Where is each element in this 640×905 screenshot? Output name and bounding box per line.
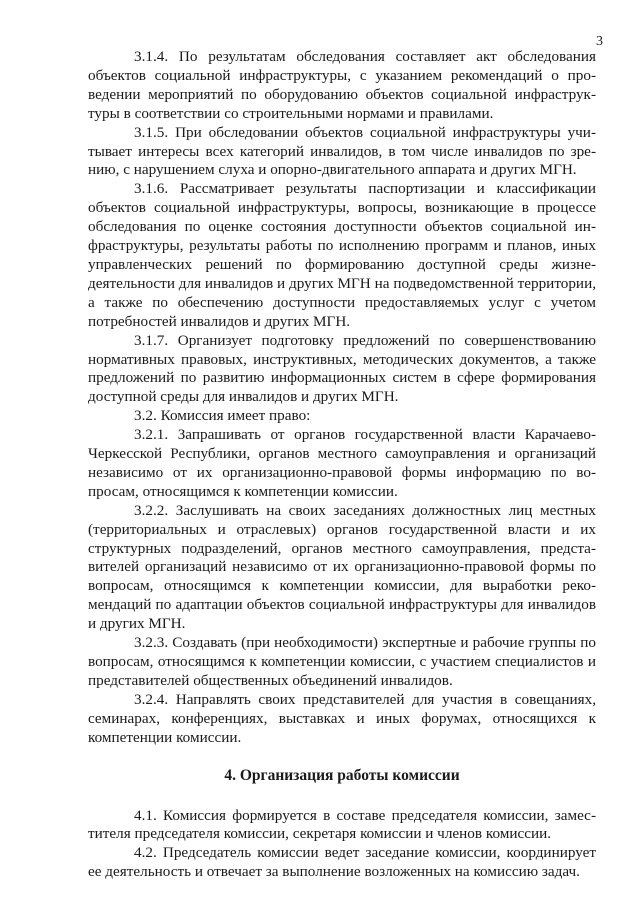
document-body	[88, 48, 596, 882]
paragraph-3-1-6: 3.1.6. Рассматривает результаты паспортизации и классификации объектов социальной инфраструктуры, вопросы, возникающие в процессе обследования по оценке состояния доступности объектов социальной инфраструктуры, результаты работы по исполнению программ и планов, иных управленческих решений по формированию доступной среды жизнедеятельности для инвалидов и других МГН на подведомственной территории, а также по обеспечению доступности предоставляемых услуг с учетом потребностей инвалидов и других МГН.	[88, 180, 596, 330]
paragraph-3-2-4: 3.2.4. Направлять своих представителей для участия в совещаниях, семинарах, конференциях, выставках и иных форумах, относящихся к компетенции комиссии.	[88, 690, 596, 746]
paragraph-3-2-1: 3.2.1. Запрашивать от органов государственной власти Карачаево-Черкесской Республики, органов местного самоуправления и организаций независимо от их организационно-правовой формы информацию по вопросам, относящимся к компетенции комиссии.	[88, 426, 596, 500]
paragraph-3-1-4: 3.1.4. По результатам обследования составляет акт обследования объектов социальной инфраструктуры, с указанием рекомендаций о проведении мероприятий по оборудованию объектов социальной инфраструктуры в соответствии со строительными нормами и правилами.	[88, 48, 596, 122]
paragraph-3-2-3: 3.2.3. Создавать (при необходимости) экспертные и рабочие группы по вопросам, относящимся к компетенции комиссии, с участием специалистов и представителей общественных объединений инвалидов.	[88, 634, 596, 689]
page-number: 3	[596, 34, 603, 49]
section-4-heading: 4. Организация работы комиссии	[224, 766, 460, 784]
paragraph-3-2-2: 3.2.2. Заслушивать на своих заседаниях должностных лиц местных (территориальных и отраслевых) органов государственной власти и их структурных подразделений, органов местного самоуправления, представителей организаций независимо от их организационно-правовой формы по вопросам, относящимся к компетенции комиссии, для выработки рекомендаций по адаптации объектов социальной инфраструктуры для инвалидов и других МГН.	[88, 501, 596, 633]
paragraph-3-2: 3.2. Комиссия имеет право:	[134, 407, 311, 425]
paragraph-3-1-7: 3.1.7. Организует подготовку предложений по совершенствованию нормативных правовых, инструктивных, методических документов, а также предложений по развитию информационных систем в сфере формирования доступной среды для инвалидов и других МГН.	[88, 331, 596, 406]
paragraph-4-2: 4.2. Председатель комиссии ведет заседание комиссии, координирует ее деятельность и отвечает за выполнение возложенных на комиссию задач.	[88, 844, 596, 881]
paragraph-4-1: 4.1. Комиссия формируется в составе председателя комиссии, заместителя председателя комиссии, секретаря комиссии и членов комиссии.	[88, 806, 596, 843]
paragraph-3-1-5: 3.1.5. При обследовании объектов социальной инфраструктуры учитывает интересы всех категорий инвалидов, в том числе инвалидов по зрению, с нарушением слуха и опорно-двигательного аппарата и других МГН.	[88, 123, 596, 179]
